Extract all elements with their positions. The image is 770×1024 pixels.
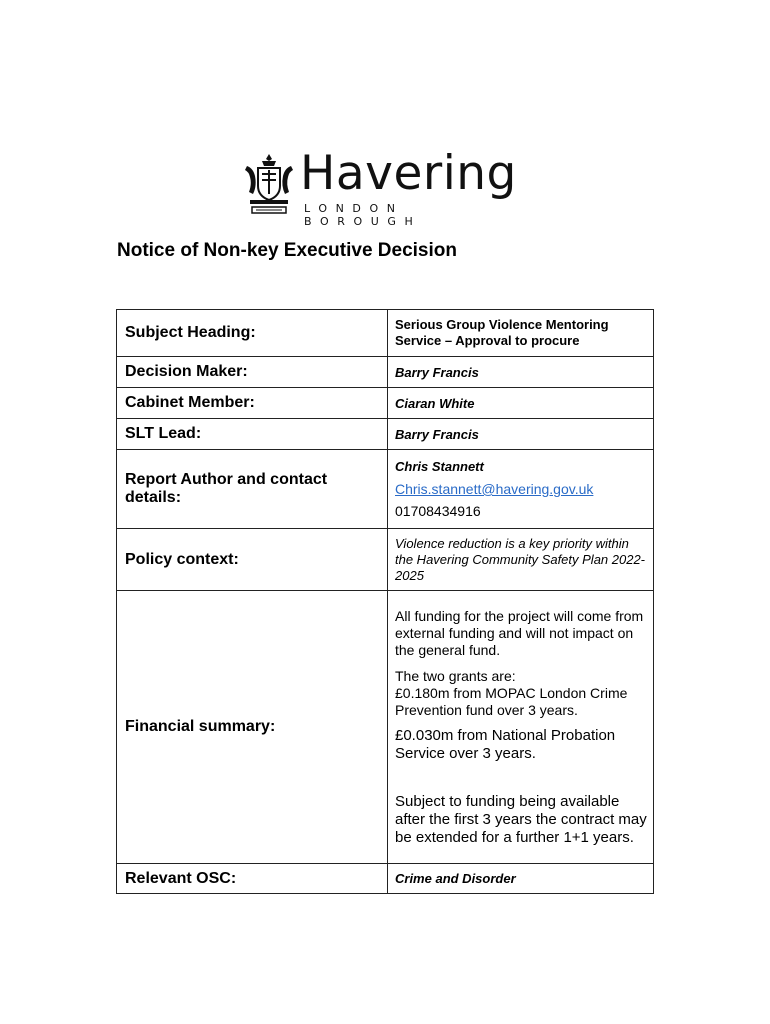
relevant-osc-label: Relevant OSC:	[117, 864, 388, 894]
policy-context-value: Violence reduction is a key priority within the Havering Community Safety Plan 2022-2025	[388, 529, 654, 591]
author-email-link[interactable]: Chris.stannett@havering.gov.uk	[395, 481, 594, 497]
financial-paragraph: The two grants are:	[395, 667, 516, 684]
financial-summary-value	[388, 591, 654, 864]
slt-lead-value: Barry Francis	[388, 419, 654, 450]
table-row	[117, 310, 654, 357]
table-row	[117, 357, 654, 388]
relevant-osc-value: Crime and Disorder	[388, 864, 654, 894]
financial-paragraph: £0.030m from National Probation Service over 3 years.	[395, 726, 616, 762]
table-row	[117, 419, 654, 450]
logo-subtitle: LONDON BOROUGH	[304, 202, 422, 228]
report-author-name: Chris Stannett	[395, 459, 484, 474]
havering-logo	[240, 146, 530, 228]
author-phone: 01708434916	[395, 503, 481, 519]
table-row	[117, 529, 654, 591]
financial-summary-label: Financial summary:	[117, 591, 388, 864]
financial-paragraph: All funding for the project will come from external funding and will not impact on the general fund.	[395, 607, 644, 658]
decision-table	[116, 309, 654, 894]
decision-maker-value: Barry Francis	[388, 357, 654, 388]
financial-paragraph: £0.180m from MOPAC London Crime Prevention fund over 3 years.	[395, 684, 628, 718]
logo-wordmark: Havering	[300, 146, 517, 201]
table-row	[117, 388, 654, 419]
decision-maker-label: Decision Maker:	[117, 357, 388, 388]
crest-icon	[244, 152, 294, 216]
slt-lead-label: SLT Lead:	[117, 419, 388, 450]
table-row	[117, 864, 654, 894]
subject-value	[388, 310, 654, 357]
page-title: Notice of Non-key Executive Decision	[117, 240, 457, 261]
subject-value-line2: Service – Approval to procure	[395, 333, 580, 348]
cabinet-member-label: Cabinet Member:	[117, 388, 388, 419]
report-author-label: Report Author and contact details:	[117, 450, 388, 529]
financial-paragraph: Subject to funding being available after the first 3 years the contract may be extended for a further 1+1 years.	[395, 792, 647, 846]
subject-value-line1: Serious Group Violence Mentoring	[395, 317, 609, 332]
table-row	[117, 450, 654, 529]
cabinet-member-value: Ciaran White	[388, 388, 654, 419]
table-row	[117, 591, 654, 864]
policy-context-label: Policy context:	[117, 529, 388, 591]
report-author-value	[388, 450, 654, 529]
subject-label: Subject Heading:	[117, 310, 388, 357]
